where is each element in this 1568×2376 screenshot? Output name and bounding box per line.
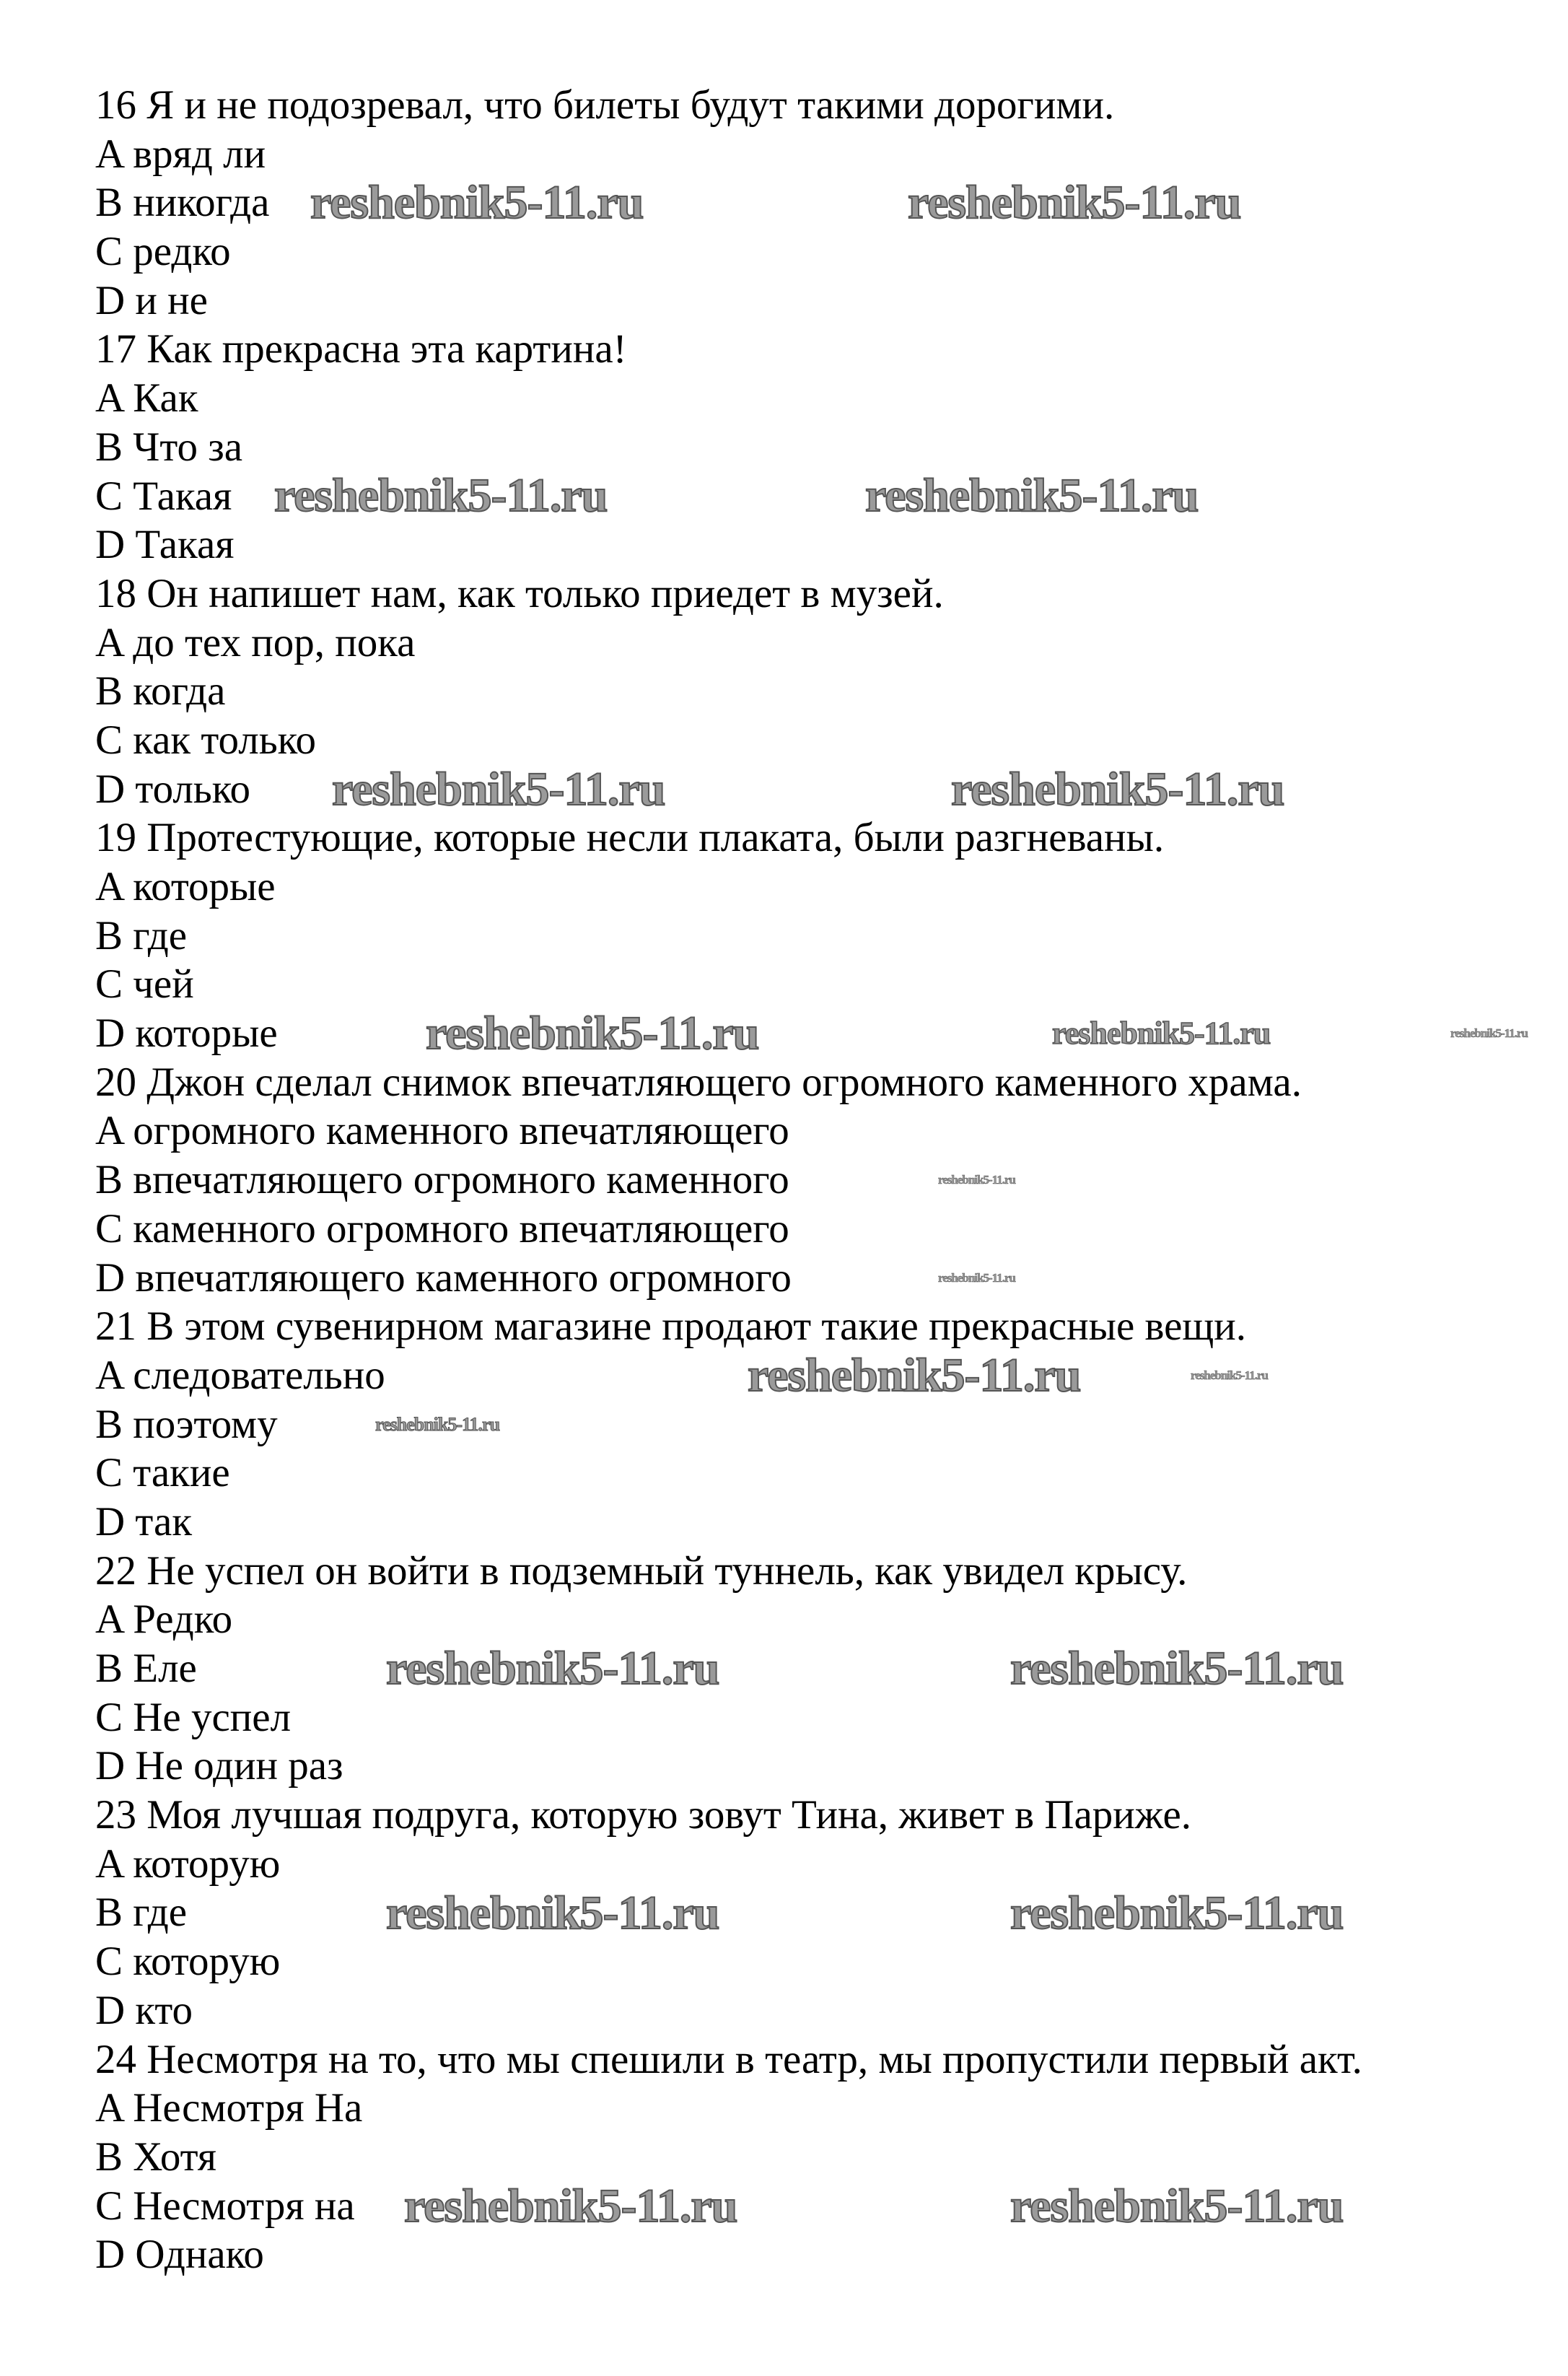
watermark-text: reshebnik5-11.ru xyxy=(1191,1368,1268,1382)
question-text: 24 Несмотря на то, что мы спешили в театр, мы пропустили первый акт. xyxy=(95,2036,1362,2082)
answer-option: B поэтому xyxy=(95,1401,278,1447)
answer-option: B Еле xyxy=(95,1646,197,1691)
question-text: 19 Протестующие, которые несли плаката, были разгневаны. xyxy=(95,815,1165,861)
answer-option: A Несмотря На xyxy=(95,2085,363,2131)
answer-option: D Такая xyxy=(95,522,235,568)
answer-option: C чей xyxy=(95,961,194,1008)
watermark-text: reshebnik5-11.ru xyxy=(1010,1642,1344,1695)
answer-option: B Что за xyxy=(95,424,243,470)
answer-option: C которую xyxy=(95,1939,281,1985)
answer-option: A которые xyxy=(95,864,276,909)
answer-option: D Однако xyxy=(95,2232,264,2278)
answer-option: B когда xyxy=(95,668,226,715)
answer-option: A до тех пор, пока xyxy=(95,619,416,665)
question-text: 22 Не успел он войти в подземный туннель, как увидел крысу. xyxy=(95,1547,1188,1594)
watermark-text: reshebnik5-11.ru xyxy=(1052,1016,1271,1052)
answer-option: D Не один раз xyxy=(95,1743,343,1789)
watermark-text: reshebnik5-11.ru xyxy=(274,469,608,523)
answer-option: D впечатляющего каменного огромного xyxy=(95,1254,792,1301)
question-text: 21 В этом сувенирном магазине продают такие прекрасные вещи. xyxy=(95,1303,1247,1350)
answer-option: D которые xyxy=(95,1010,278,1057)
watermark-text: reshebnik5-11.ru xyxy=(332,762,665,816)
answer-option: B Хотя xyxy=(95,2133,216,2180)
answer-option: A следовательно xyxy=(95,1352,385,1398)
answer-option: A вряд ли xyxy=(95,131,266,177)
answer-option: B где xyxy=(95,1890,188,1936)
answer-option: C каменного огромного впечатляющего xyxy=(95,1205,789,1252)
question-text: 16 Я и не подозревал, что билеты будут такими дорогими. xyxy=(95,82,1115,128)
watermark-text: reshebnik5-11.ru xyxy=(748,1349,1081,1402)
answer-option: C редко xyxy=(95,229,231,275)
watermark-text: reshebnik5-11.ru xyxy=(375,1413,500,1435)
question-text: 17 Как прекрасна эта картина! xyxy=(95,326,627,372)
answer-option: C как только xyxy=(95,717,316,763)
question-text: 18 Он напишет нам, как только приедет в музей. xyxy=(95,570,944,616)
watermark-text: reshebnik5-11.ru xyxy=(938,1173,1015,1187)
answer-option: A Как xyxy=(95,375,198,422)
watermark-text: reshebnik5-11.ru xyxy=(1010,2179,1344,2232)
watermark-text: reshebnik5-11.ru xyxy=(938,1270,1015,1285)
document-page xyxy=(95,81,1524,2279)
answer-option: C такие xyxy=(95,1450,230,1496)
answer-option: D и не xyxy=(95,277,208,323)
answer-option: C Несмотря на xyxy=(95,2183,355,2229)
watermark-text: reshebnik5-11.ru xyxy=(404,2179,737,2232)
answer-option: B где xyxy=(95,912,188,958)
answer-option: D так xyxy=(95,1498,193,1545)
watermark-text: reshebnik5-11.ru xyxy=(865,469,1199,523)
answer-option: D кто xyxy=(95,1987,193,2033)
watermark-text: reshebnik5-11.ru xyxy=(426,1007,759,1060)
watermark-text: reshebnik5-11.ru xyxy=(1010,1886,1344,1939)
answer-option: A которую xyxy=(95,1840,281,1887)
answer-option: A Редко xyxy=(95,1597,233,1643)
watermark-text: reshebnik5-11.ru xyxy=(908,176,1241,230)
watermark-text: reshebnik5-11.ru xyxy=(386,1642,719,1695)
watermark-text: reshebnik5-11.ru xyxy=(310,176,644,230)
question-text: 20 Джон сделал снимок впечатляющего огромного каменного храма. xyxy=(95,1059,1302,1105)
answer-option: C Не успел xyxy=(95,1694,292,1740)
answer-option: A огромного каменного впечатляющего xyxy=(95,1108,789,1154)
watermark-text: reshebnik5-11.ru xyxy=(386,1886,719,1939)
watermark-text: reshebnik5-11.ru xyxy=(1450,1026,1528,1041)
answer-option: D только xyxy=(95,766,251,812)
answer-option: B впечатляющего огромного каменного xyxy=(95,1157,789,1203)
watermark-text: reshebnik5-11.ru xyxy=(951,762,1284,816)
answer-option: B никогда xyxy=(95,180,270,226)
answer-option: C Такая xyxy=(95,473,232,519)
question-text: 23 Моя лучшая подруга, которую зовут Тина, живет в Париже. xyxy=(95,1792,1191,1838)
